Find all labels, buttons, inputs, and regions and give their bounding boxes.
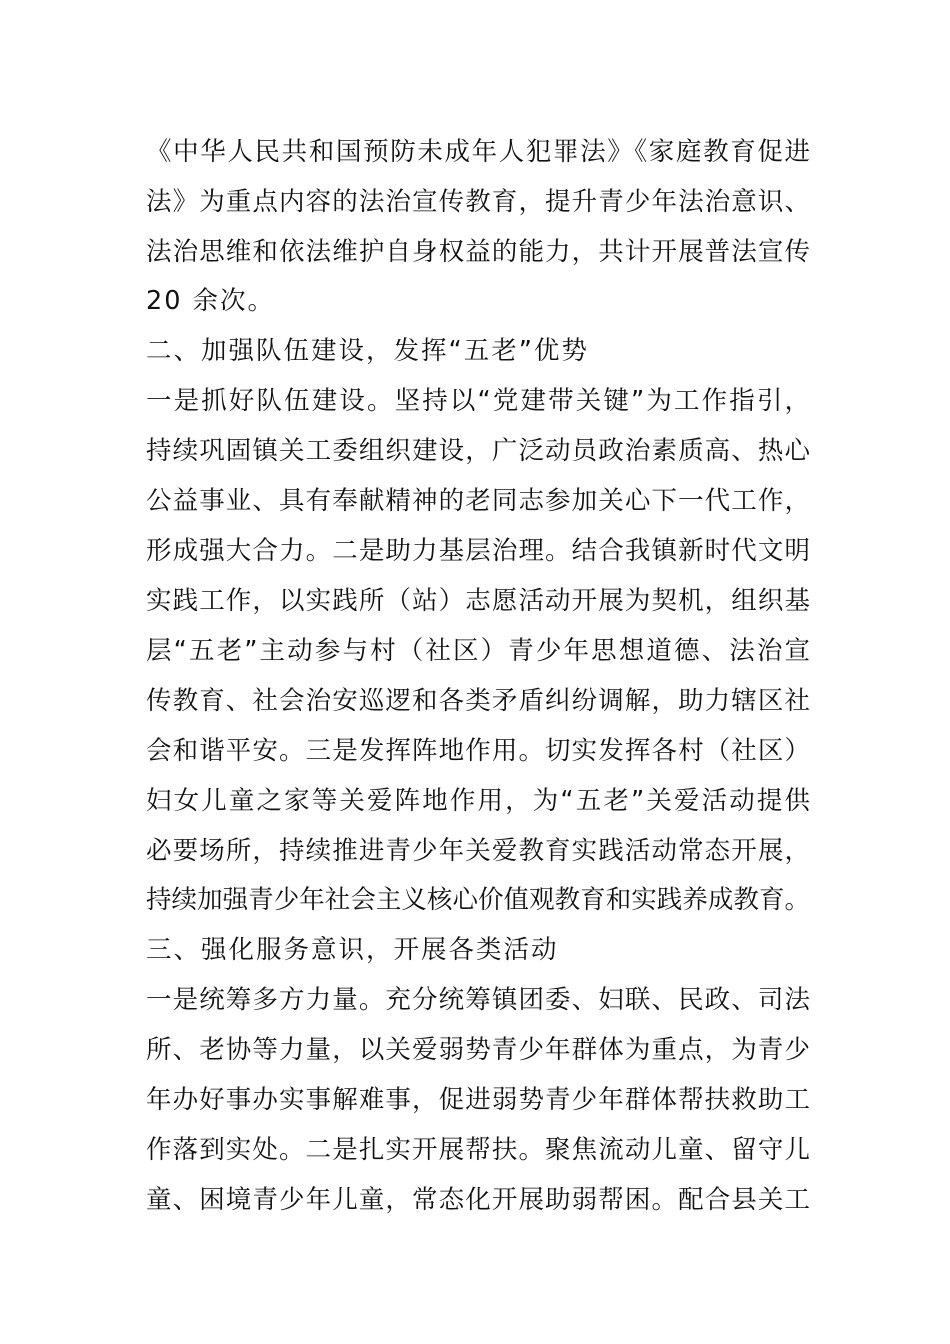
text-line: 实践工作，以实践所（站）志愿活动开展为契机，组织基: [146, 586, 810, 616]
text-line: 公益事业、具有奉献精神的老同志参加关心下一代工作，: [146, 486, 810, 516]
text-line: 法治思维和依法维护自身权益的能力，共计开展普法宣传: [146, 237, 810, 267]
text-line: 形成强大合力。二是助力基层治理。结合我镇新时代文明: [146, 536, 810, 566]
text-line: 传教育、社会治安巡逻和各类矛盾纠纷调解，助力辖区社: [146, 686, 810, 716]
text-line: 必要场所，持续推进青少年关爱教育实践活动常态开展，: [146, 836, 810, 866]
section-heading: 三、强化服务意识，开展各类活动: [146, 935, 559, 965]
section-heading: 二、加强队伍建设，发挥“五老”优势: [146, 336, 589, 366]
text-line: 作落到实处。二是扎实开展帮扶。聚焦流动儿童、留守儿: [146, 1135, 810, 1165]
text-line: 一是统筹多方力量。充分统筹镇团委、妇联、民政、司法: [146, 985, 810, 1015]
text-line: 持续加强青少年社会主义核心价值观教育和实践养成教育。: [146, 885, 810, 915]
text-line: 会和谐平安。三是发挥阵地作用。切实发挥各村（社区）: [146, 736, 810, 766]
text-line: 层“五老”主动参与村（社区）青少年思想道德、法治宣: [146, 636, 810, 666]
text-line: 年办好事办实事解难事，促进弱势青少年群体帮扶救助工: [146, 1085, 810, 1115]
text-line: 持续巩固镇关工委组织建设，广泛动员政治素质高、热心: [146, 436, 810, 466]
text-line: 妇女儿童之家等关爱阵地作用，为“五老”关爱活动提供: [146, 786, 810, 816]
text-line: 《中华人民共和国预防未成年人犯罪法》《家庭教育促进: [146, 137, 810, 167]
text-line: 一是抓好队伍建设。坚持以“党建带关键”为工作指引，: [146, 386, 810, 416]
text-line: 法》为重点内容的法治宣传教育，提升青少年法治意识、: [146, 187, 810, 217]
text-line: 所、老协等力量，以关爱弱势青少年群体为重点，为青少: [146, 1035, 810, 1065]
text-line: 20 余次。: [146, 286, 276, 316]
text-line: 童、困境青少年儿童，常态化开展助弱帮困。配合县关工: [146, 1185, 810, 1215]
